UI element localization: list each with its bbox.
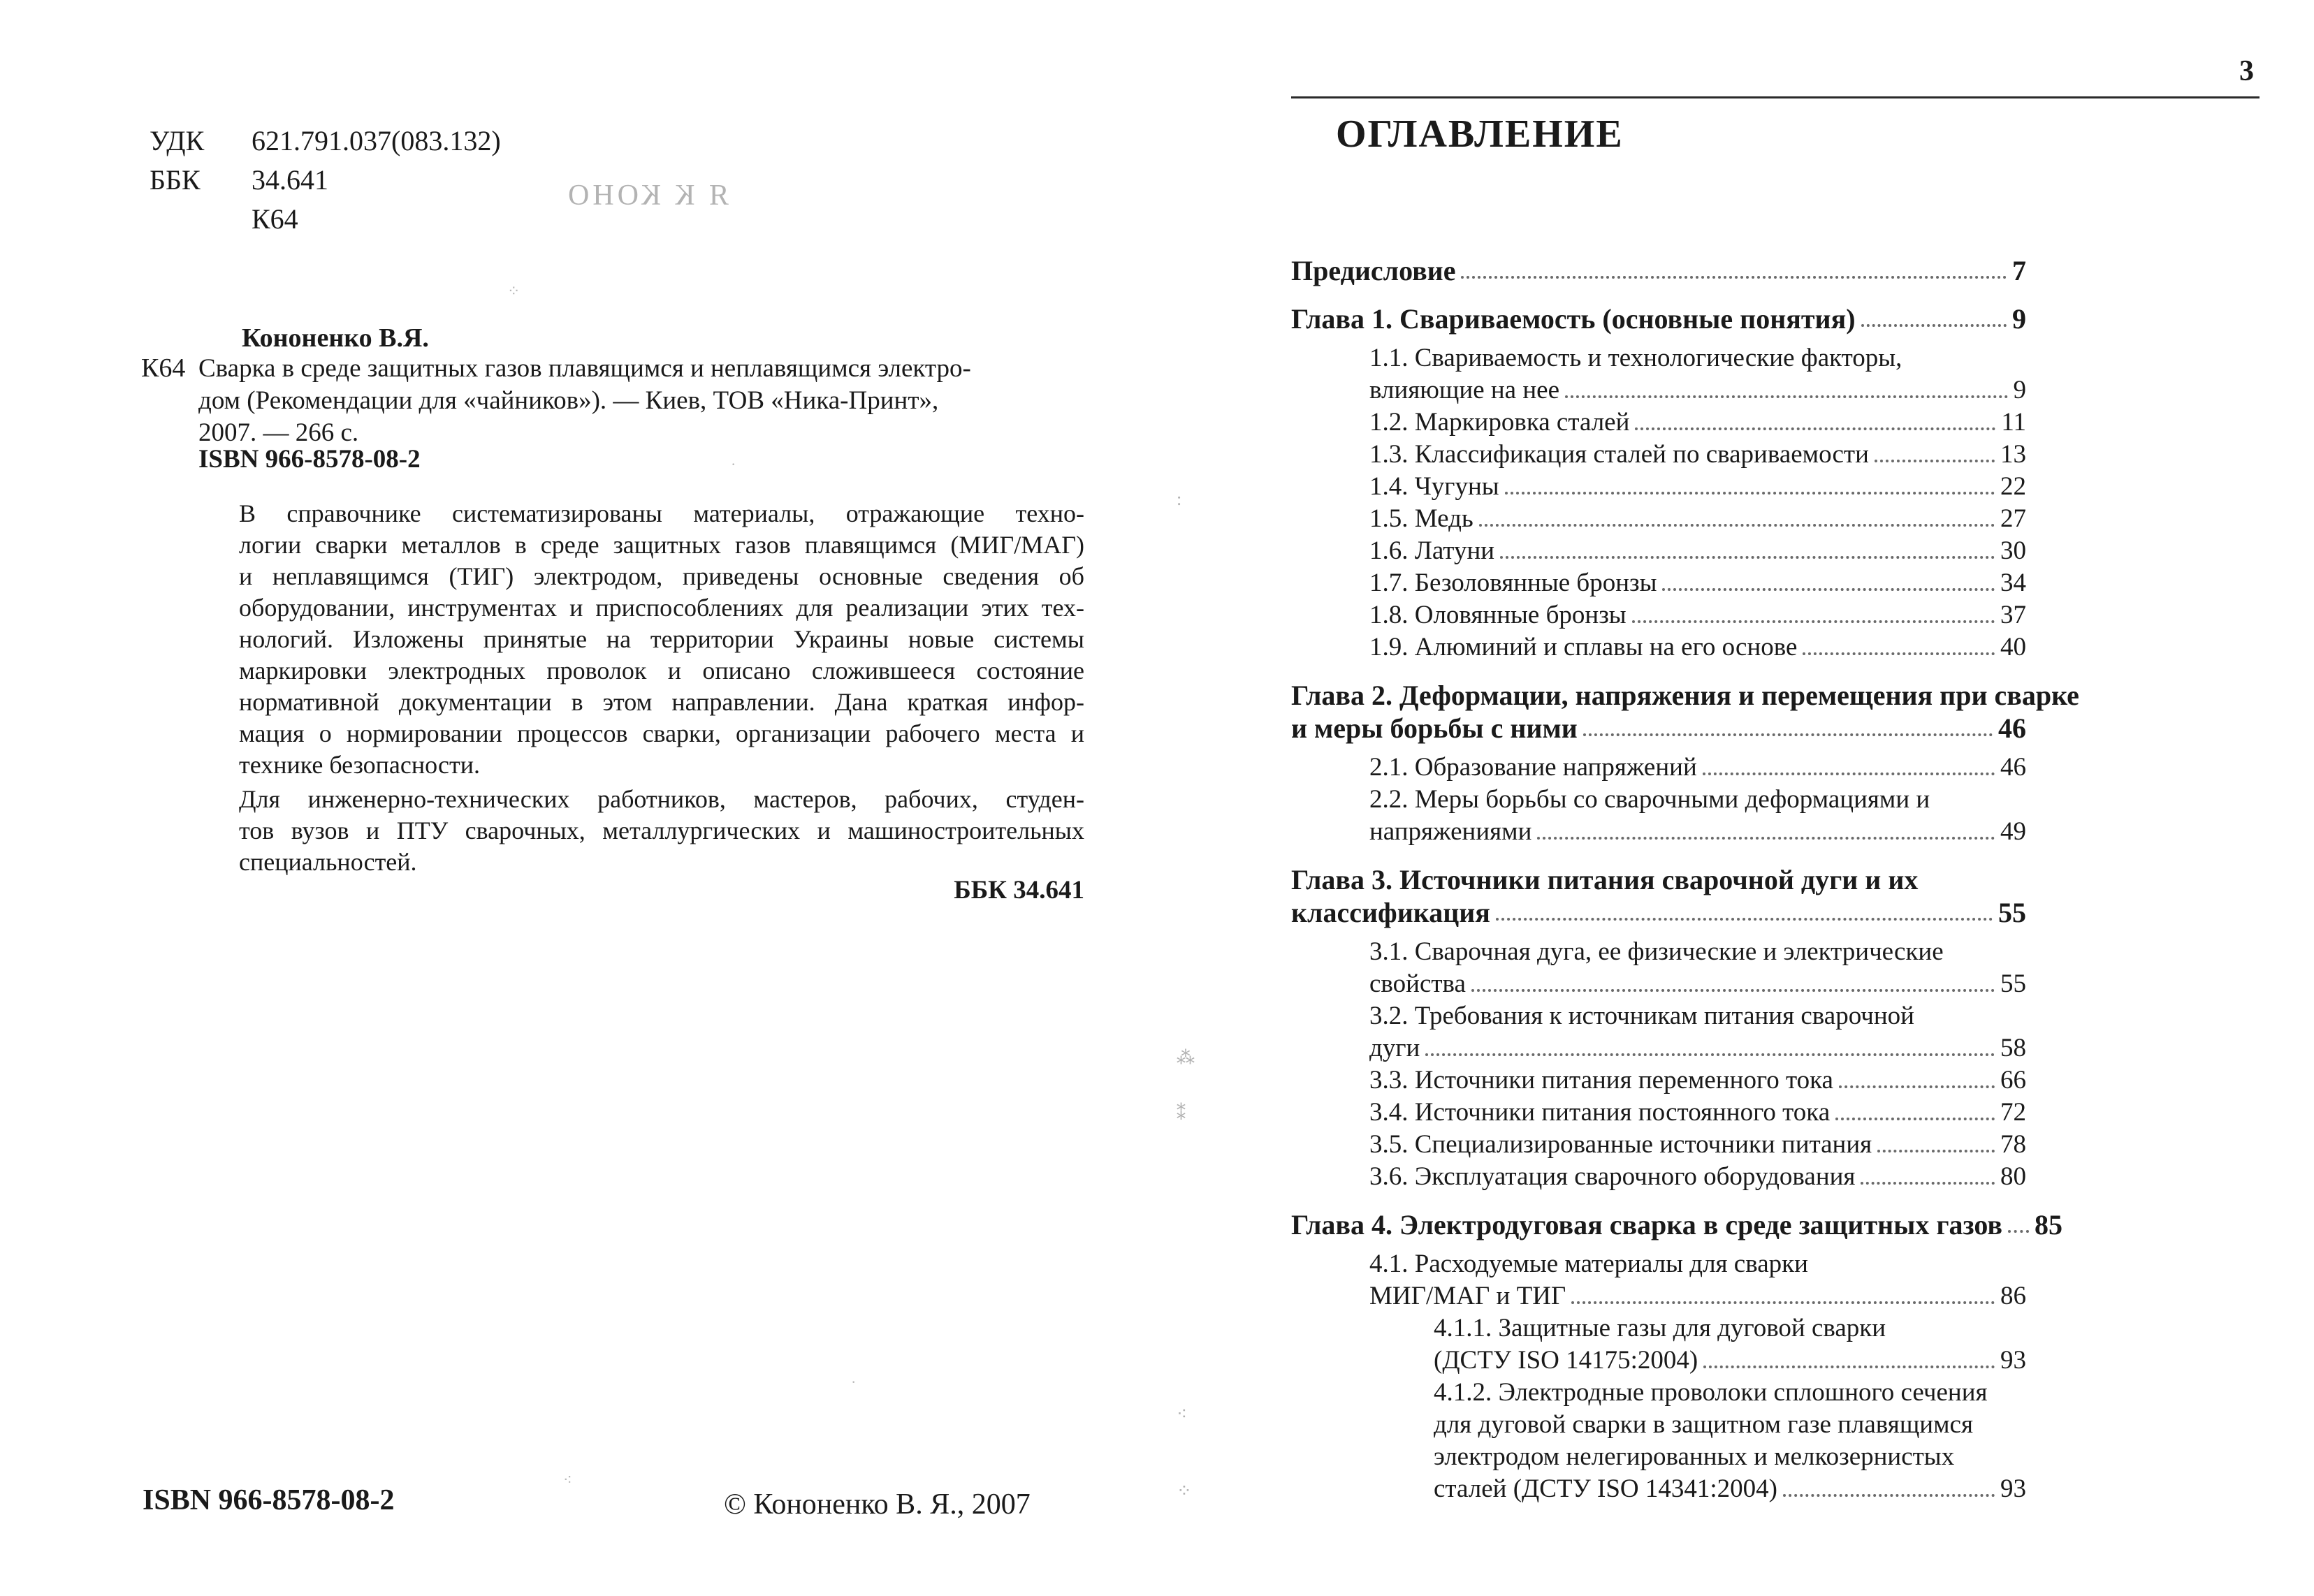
toc-section: [1369, 471, 2026, 503]
toc-entry-row: [1369, 599, 2026, 631]
bbk-value: 34.641: [252, 164, 328, 196]
isbn-footer: ISBN 966-8578-08-2: [143, 1484, 395, 1516]
abstract: [198, 498, 1084, 881]
bibliographic-description: [198, 353, 1084, 449]
toc-title: ОГЛАВЛЕНИЕ: [1336, 112, 1624, 156]
scan-speck: ·: [731, 455, 736, 473]
toc-entry-title: 1.5. Медь: [1369, 504, 1473, 533]
toc-dot-leader: [1479, 524, 1995, 527]
toc-dot-leader: [1662, 588, 1995, 591]
toc-chapter: [1291, 1208, 2062, 1241]
toc-entry-title: классификация: [1291, 897, 1490, 928]
toc-entry-title: 3.3. Источники питания переменного тока: [1369, 1066, 1833, 1094]
scan-speck: ⁑: [1177, 1104, 1186, 1124]
toc-dot-leader: [1496, 918, 1993, 921]
toc-entry-row: [1369, 816, 2026, 848]
udk-row: [150, 122, 501, 161]
toc-section: [1369, 631, 2026, 664]
toc-entry-line: 4.1. Расходуемые материалы для сварки: [1369, 1250, 1808, 1278]
toc-page-number: 93: [2000, 1474, 2026, 1503]
toc-page-number: 37: [2000, 601, 2026, 629]
abstract-line: оборудовании, инструментах и приспособлениях для реализации этих тех-: [239, 594, 1084, 622]
toc-page-number: 49: [2000, 817, 2026, 846]
scan-speck: ⁖: [1177, 1404, 1188, 1424]
toc-page-number: 34: [2000, 569, 2026, 597]
toc-entry-row: [1434, 1345, 2026, 1377]
toc-dot-leader: [1703, 1366, 1995, 1368]
toc-section: [1434, 1312, 2026, 1377]
toc-page-number: 9: [2012, 303, 2026, 335]
toc-entry-title: 3.6. Эксплуатация сварочного оборудования: [1369, 1162, 1856, 1191]
toc-section: [1369, 567, 2026, 599]
toc-page-number: 22: [2000, 472, 2026, 501]
page-number: 3: [2239, 55, 2254, 87]
scan-speck: ⁂: [1177, 1048, 1195, 1068]
bbk-label: ББК: [150, 164, 201, 196]
toc-section: [1369, 1000, 2026, 1064]
toc-section: [1369, 784, 2026, 848]
toc-section: [1369, 1064, 2026, 1097]
toc-page-number: 66: [2000, 1066, 2026, 1094]
toc-entry-line: 1.1. Свариваемость и технологические факторы,: [1369, 344, 1902, 372]
toc-entry-row: [1291, 1208, 2062, 1241]
toc-entry-title: напряжениями: [1369, 817, 1532, 846]
toc-entry-title: Предисловие: [1291, 255, 1456, 286]
toc-dot-leader: [1877, 1150, 1995, 1152]
toc-entry-row: [1369, 1280, 2026, 1312]
toc-entry-title: МИГ/МАГ и ТИГ: [1369, 1282, 1566, 1310]
author-code: К64: [252, 203, 298, 235]
toc-dot-leader: [1703, 773, 1995, 775]
toc-page-number: 55: [1998, 897, 2026, 928]
toc-entry-title: 1.9. Алюминий и сплавы на его основе: [1369, 633, 1798, 661]
toc-page-number: 78: [2000, 1130, 2026, 1159]
toc-entry-line: Глава 3. Источники питания сварочной дуги и их: [1291, 864, 1919, 895]
abstract-line: нормативной документации в этом направлении. Дана краткая инфор-: [239, 688, 1084, 716]
toc-dot-leader: [1505, 492, 1995, 495]
abstract-line: маркировки электродных проволок и описано сложившееся состояние: [239, 657, 1084, 684]
toc-page-number: 9: [2013, 376, 2026, 404]
toc-entry-line: 4.1.2. Электродные проволоки сплошного сечения: [1434, 1378, 1988, 1407]
toc-page-number: 93: [2000, 1346, 2026, 1375]
toc-entry-title: 1.7. Безоловянные бронзы: [1369, 569, 1657, 597]
right-page: [1157, 0, 2314, 1596]
author-code-side: К64: [141, 353, 186, 383]
toc-dot-leader: [1875, 460, 1995, 462]
toc-dot-leader: [1632, 620, 1995, 623]
toc-entry-title: 1.6. Латуни: [1369, 536, 1495, 565]
toc-entry-title: 1.8. Оловянные бронзы: [1369, 601, 1627, 629]
abstract-line: и неплавящимся (ТИГ) электродом, приведены основные сведения об: [239, 562, 1084, 590]
toc-chapter: [1291, 302, 2026, 335]
scan-speck: ⁖: [563, 1471, 572, 1488]
toc-entry-title: (ДСТУ ISO 14175:2004): [1434, 1346, 1698, 1375]
toc-entry-title: сталей (ДСТУ ISO 14341:2004): [1434, 1474, 1777, 1503]
toc-page-number: 27: [2000, 504, 2026, 533]
bbk-footer: ББК 34.641: [954, 876, 1084, 905]
toc-entry-title: и меры борьбы с ними: [1291, 712, 1578, 744]
isbn: ISBN 966-8578-08-2: [198, 445, 421, 474]
toc-dot-leader: [1783, 1494, 1995, 1497]
toc-entry-row: [1369, 1032, 2026, 1064]
toc-entry-row: [1369, 1129, 2026, 1161]
abstract-paragraph: [198, 498, 1084, 781]
toc-dot-leader: [1835, 1118, 1995, 1120]
toc-entry-row: [1369, 631, 2026, 664]
toc-entry-title: 3.4. Источники питания постоянного тока: [1369, 1098, 1831, 1127]
bbk-row: [150, 161, 501, 200]
abstract-line: логии сварки металлов в среде защитных газов плавящимся (МИГ/МАГ): [239, 531, 1084, 559]
toc-entry-title: 1.2. Маркировка сталей: [1369, 408, 1630, 437]
toc-dot-leader: [1635, 427, 1995, 430]
toc-entry-title: 1.3. Классификация сталей по свариваемости: [1369, 440, 1869, 469]
toc-entry-row: [1291, 712, 2026, 745]
scan-speck: ·: [851, 1373, 857, 1391]
toc-entry-row: [1291, 896, 2026, 929]
toc-entry-title: влияющие на нее: [1369, 376, 1559, 404]
toc-section: [1369, 599, 2026, 631]
toc-entry-row: [1369, 407, 2026, 439]
toc-page-number: 72: [2000, 1098, 2026, 1127]
toc-section: [1369, 752, 2026, 784]
toc-entry-title: свойства: [1369, 969, 1466, 998]
toc-chapter: [1291, 254, 2026, 287]
toc-chapter: [1291, 863, 2026, 929]
toc-section: [1369, 503, 2026, 535]
toc-dot-leader: [1500, 556, 1995, 559]
toc-page-number: 7: [2012, 255, 2026, 286]
abstract-line: тов вузов и ПТУ сварочных, металлургических и машиностроительных: [239, 817, 1084, 844]
toc-entry-row: [1369, 1161, 2026, 1193]
copyright-notice: © Кононенко В. Я., 2007: [724, 1488, 1031, 1521]
toc-entry-row: [1369, 752, 2026, 784]
toc-entry-line: для дуговой сварки в защитном газе плавящимся: [1434, 1410, 1973, 1439]
toc-entry-line: 2.2. Меры борьбы со сварочными деформациями и: [1369, 785, 1930, 814]
toc-section: [1369, 1129, 2026, 1161]
toc-entry-title: 2.1. Образование напряжений: [1369, 753, 1697, 782]
toc-section: [1369, 1248, 2026, 1312]
bib-line: 2007. — 266 с.: [198, 418, 359, 447]
toc-page-number: 40: [2000, 633, 2026, 661]
toc-entry-row: [1369, 374, 2026, 407]
abstract-line: В справочнике систематизированы материалы, отражающие техно-: [239, 499, 1084, 527]
toc-section: [1369, 407, 2026, 439]
toc-dot-leader: [1471, 989, 1995, 992]
abstract-line: специальностей.: [239, 848, 417, 876]
toc-entry-row: [1369, 535, 2026, 567]
toc-page-number: 85: [2035, 1209, 2062, 1240]
toc-entry-row: [1369, 567, 2026, 599]
code-row: [150, 200, 501, 239]
bib-line: Сварка в среде защитных газов плавящимся и неплавящимся электро-: [198, 354, 971, 383]
scan-speck: ⁘: [1177, 1481, 1192, 1501]
bib-line: дом (Рекомендации для «чайников»). — Киев, ТОВ «Ника-Принт»,: [198, 386, 939, 415]
scan-speck: ⁘: [507, 282, 521, 300]
toc-page-number: 46: [2000, 753, 2026, 782]
abstract-line: мация о нормировании процессов сварки, организации рабочего места и: [239, 719, 1084, 747]
toc-entry-title: 3.5. Специализированные источники питания: [1369, 1130, 1872, 1159]
toc-page-number: 13: [2000, 440, 2026, 469]
toc-page-number: 55: [2000, 969, 2026, 998]
toc-dot-leader: [1839, 1085, 1995, 1088]
toc-chapter: [1291, 679, 2079, 745]
toc-entry-line: электродом нелегированных и мелкозернистых: [1434, 1442, 1955, 1471]
abstract-paragraph: [198, 784, 1084, 878]
toc-entry-row: [1434, 1473, 2026, 1505]
toc-dot-leader: [1565, 395, 2008, 398]
toc-dot-leader: [2008, 1230, 2029, 1233]
udk-value: 621.791.037(083.132): [252, 125, 501, 156]
toc-entry-row: [1291, 254, 2026, 287]
toc-dot-leader: [1461, 276, 2007, 279]
toc-dot-leader: [1571, 1301, 1995, 1304]
toc-entry-line: 4.1.1. Защитные газы для дуговой сварки: [1434, 1314, 1886, 1342]
toc-entry-row: [1369, 1064, 2026, 1097]
toc-entry-title: дуги: [1369, 1034, 1420, 1062]
toc-page-number: 58: [2000, 1034, 2026, 1062]
toc-entry-row: [1369, 439, 2026, 471]
toc-page-number: 30: [2000, 536, 2026, 565]
toc-entry-row: [1291, 302, 2026, 335]
toc-page-number: 11: [2001, 408, 2026, 437]
scan-speck: :: [1177, 489, 1182, 509]
faded-stamp-text: Я К КОНО: [565, 180, 729, 212]
toc-entry-line: Глава 2. Деформации, напряжения и перемещения при сварке: [1291, 680, 2079, 711]
toc-entry-title: 1.4. Чугуны: [1369, 472, 1499, 501]
toc-page-number: 86: [2000, 1282, 2026, 1310]
toc-section: [1369, 1161, 2026, 1193]
toc-entry-row: [1369, 471, 2026, 503]
table-of-contents: [1291, 254, 2079, 1505]
toc-section: [1369, 1097, 2026, 1129]
toc-section: [1369, 535, 2026, 567]
toc-section: [1434, 1377, 2026, 1505]
toc-entry-line: 3.2. Требования к источникам питания сварочной: [1369, 1002, 1914, 1030]
toc-section: [1369, 342, 2026, 407]
toc-section: [1369, 936, 2026, 1000]
abstract-line: нологий. Изложены принятые на территории Украины новые системы: [239, 625, 1084, 653]
header-rule: [1291, 96, 2260, 98]
toc-entry-title: Глава 4. Электродуговая сварка в среде защитных газов: [1291, 1209, 2002, 1240]
toc-dot-leader: [1583, 733, 1993, 736]
toc-dot-leader: [1861, 1182, 1995, 1185]
toc-entry-line: 3.1. Сварочная дуга, ее физические и электрические: [1369, 937, 1944, 966]
toc-dot-leader: [1803, 652, 1995, 655]
toc-entry-row: [1369, 1097, 2026, 1129]
toc-dot-leader: [1537, 837, 1995, 840]
udk-label: УДК: [150, 125, 205, 156]
toc-entry-row: [1369, 968, 2026, 1000]
toc-entry-row: [1369, 503, 2026, 535]
toc-section: [1369, 439, 2026, 471]
classification-block: [150, 122, 501, 239]
toc-page-number: 46: [1998, 712, 2026, 744]
abstract-line: Для инженерно-технических работников, мастеров, рабочих, студен-: [239, 785, 1084, 813]
toc-page-number: 80: [2000, 1162, 2026, 1191]
toc-dot-leader: [1425, 1053, 1995, 1056]
toc-entry-title: Глава 1. Свариваемость (основные понятия): [1291, 303, 1856, 335]
abstract-line: технике безопасности.: [239, 751, 480, 779]
toc-dot-leader: [1861, 324, 2007, 327]
author-name: Кононенко В.Я.: [242, 323, 429, 353]
